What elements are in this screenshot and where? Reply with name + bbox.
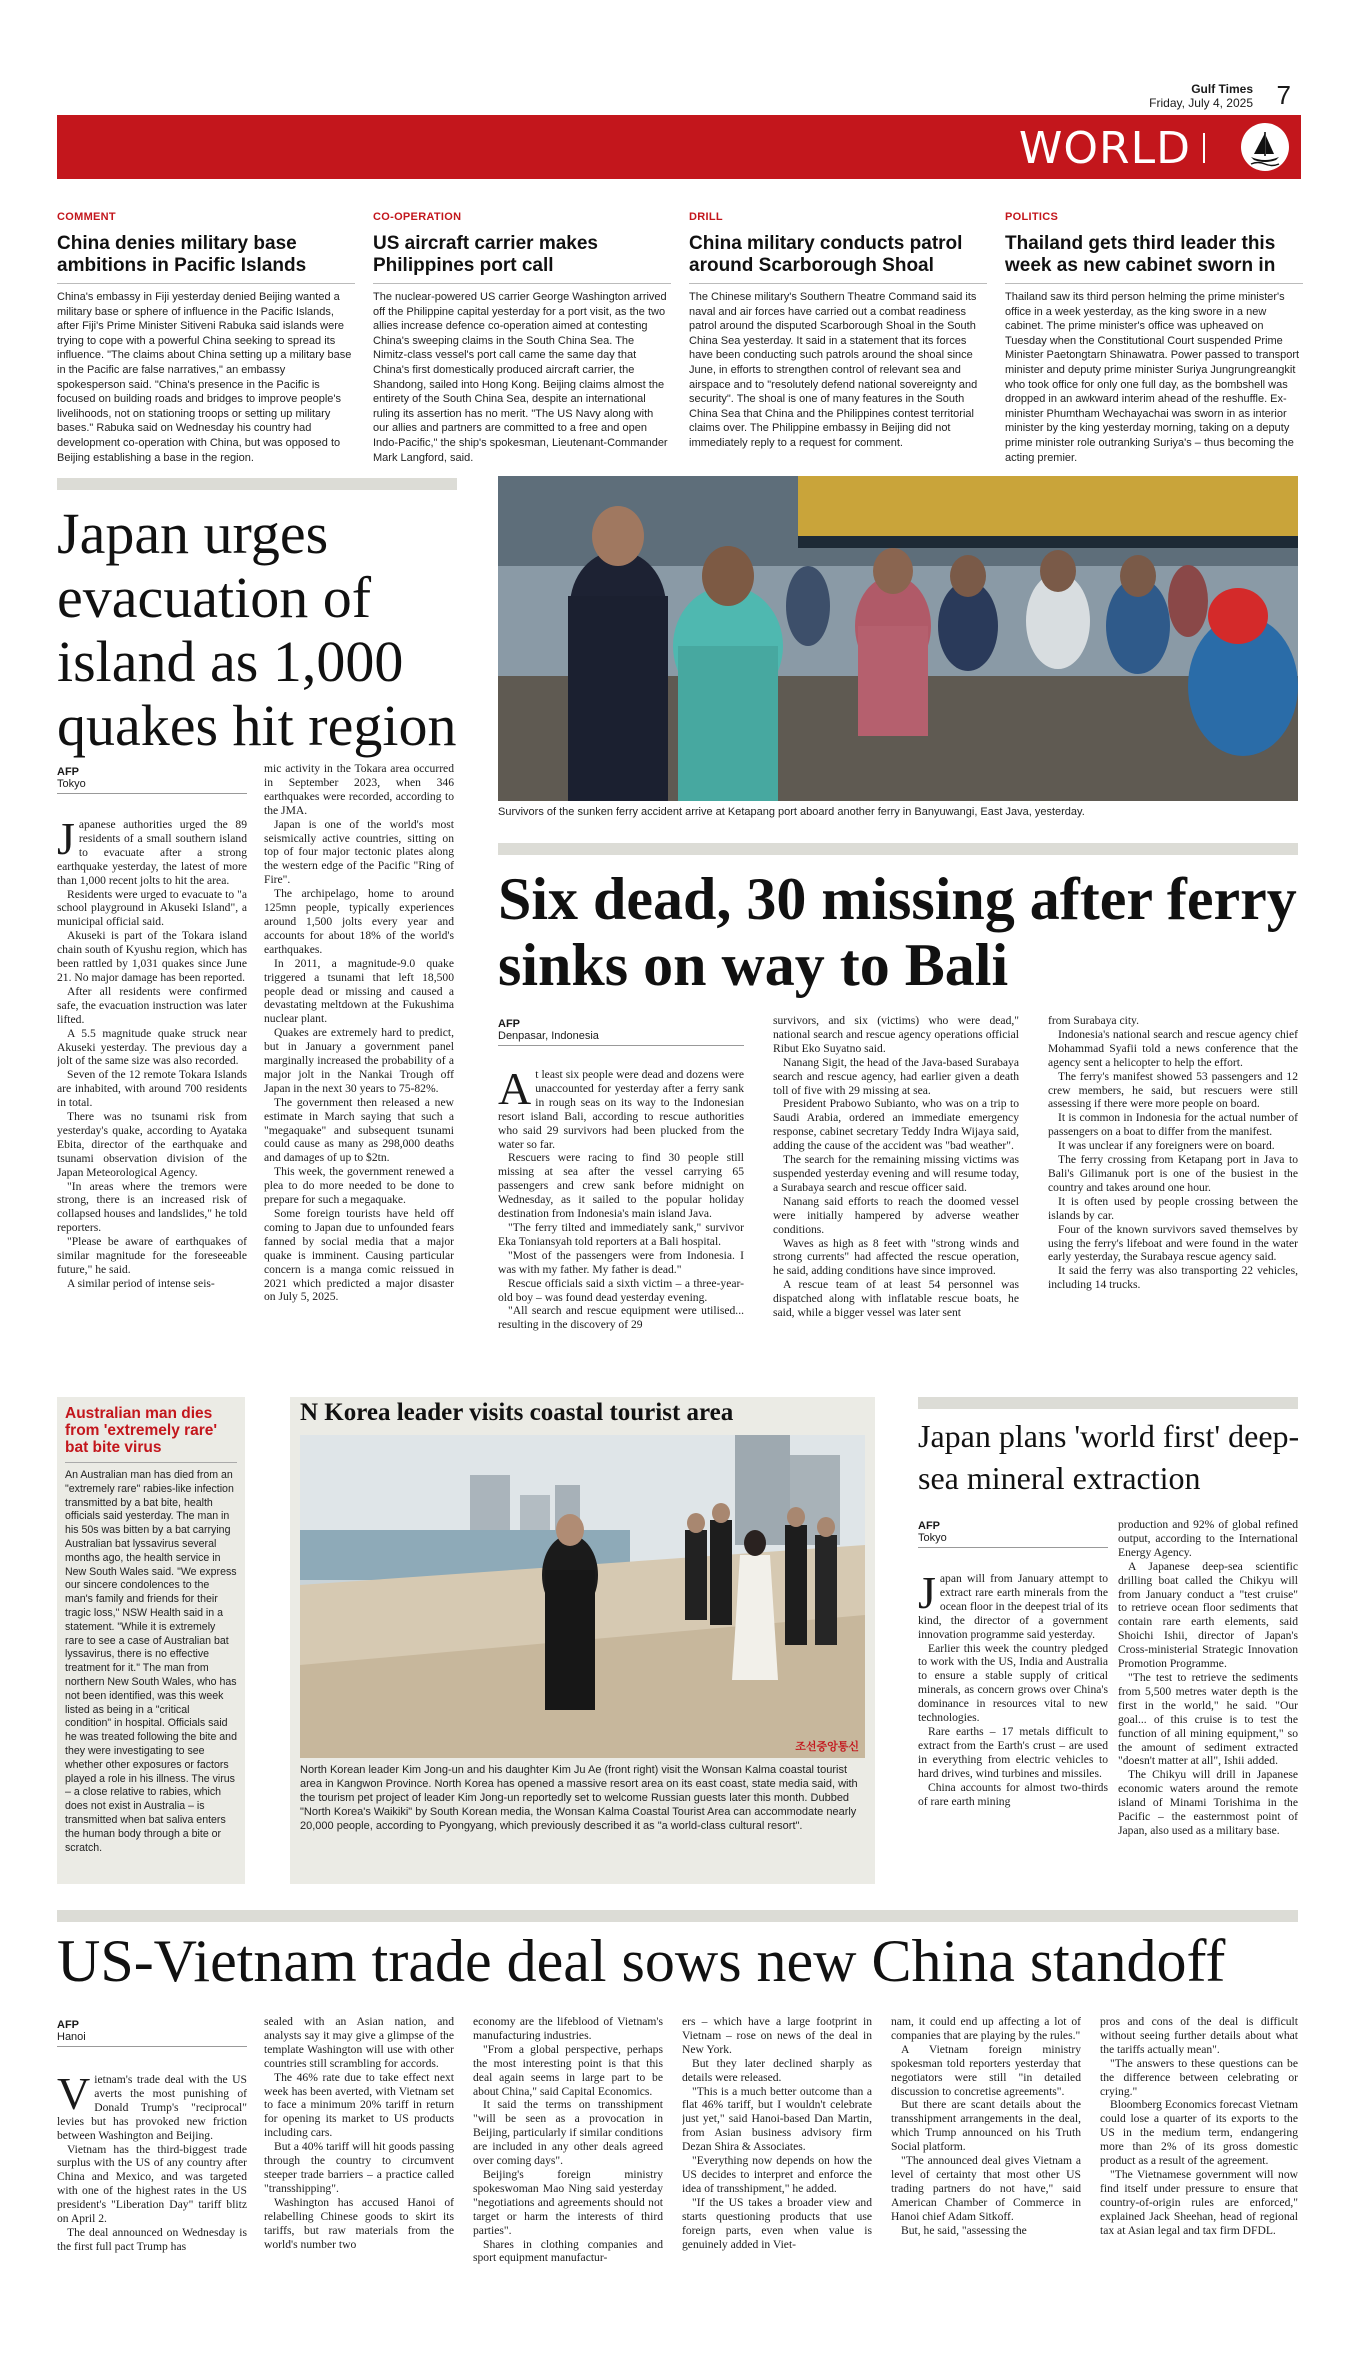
drop-cap: J [57, 818, 75, 864]
paragraph: mic activity in the Tokara area occurred in September 2023, when 346 earthquakes were recorded, according to the JMA. [264, 762, 454, 817]
paragraph: ietnam's trade deal with the US averts the most punishing of Donald Trump's "reciprocal" levies but has provoked new friction between Washington and Beijing. [57, 2073, 247, 2142]
ferry-col-3 [1048, 1014, 1298, 1378]
vietnam-col-6 [1100, 2015, 1298, 2325]
paragraph: apanese authorities urged the 89 residents of a small southern island to evacuate after a strong earthquake yesterday, the latest of more than 1,000 recent jolts to hit the area. [57, 818, 247, 887]
paragraph: A Japanese deep-sea scientific drilling boat called the Chikyu will from January conduct a "test cruise" to retrieve ocean floor sediments that contain rare earth elements, said Shoichi Ishii, director of Japan's Cross-ministerial Strategic Innovation Promotion Programme. [1118, 1559, 1298, 1671]
paragraph: The search for the remaining missing victims was suspended yesterday evening and will resume today, a Surabaya search and rescue officer said. [773, 1153, 1019, 1194]
brief-headline: US aircraft carrier makes Philippines port call [373, 233, 671, 284]
paragraph: But they later declined sharply as details were released. [682, 2056, 872, 2084]
deep-sea-col-1 [918, 1572, 1108, 1902]
north-korea-box [290, 1397, 875, 1884]
paragraph: The ferry's manifest showed 53 passengers and 12 crew members, he said, but rescuers were still assessing if there were more people on board. [1048, 1069, 1298, 1111]
section-title: WORLD [1018, 123, 1191, 174]
paragraph: Earlier this week the country pledged to work with the US, India and Australia to ensure a stable supply of critical minerals, as concern grows over China's dominance in resources vital to new technologies. [918, 1641, 1108, 1725]
deep-sea-headline: Japan plans 'world first' deep-sea mineral extraction [918, 1418, 1300, 1496]
paragraph: ers – which have a large footprint in Vietnam – rose on news of the deal in New York. [682, 2015, 872, 2056]
paragraph: Indonesia's national search and rescue agency chief Mohammad Syafii told a news conference that the agency sent a helicopter to help the effort. [1048, 1027, 1298, 1069]
paragraph: Beijing's foreign ministry spokeswoman Mao Ning said yesterday "negotiations and agreements should not target or harm the interests of third parties". [473, 2167, 663, 2237]
paragraph: "The test to retrieve the sediments from 5,500 metres water depth is the first in the world," he said. "Our goal... of this cruise is to test the function of all mining equipment," so the amount of sediment extracted "doesn't matter at all", Ishii added. [1118, 1670, 1298, 1768]
vietnam-col-5 [891, 2015, 1081, 2325]
paragraph: A rescue team of at least 54 personnel was dispatched along with inflatable rescue boats, he said, while a bigger vessel was later sent [773, 1278, 1019, 1320]
brief-body: Thailand saw its third person helming the prime minister's office in a week yesterday, as the king swore in a new cabinet. The prime minister's office was upheaved on Tuesday when the Constitutional Court suspended Prime Minister Paetongtarn Shinawatra. Power passed to transport minister and deputy prime minister Suriya Jungrungreangkit who took office for only one full day, as the bombshell was dropped in an awkward interim ahead of the reshuffle. Ex-minister Phumtham Wechayachai was sworn in as interior minister by the king yesterday morning, taking on a deputy prime minister role outranking Suriya's – thus becoming the acting premier. [1005, 291, 1300, 464]
paragraph: Bloomberg Economics forecast Vietnam could lose a quarter of its exports to the US in the medium term, endangering more than 2% of its gross domestic product as a result of the agreement. [1100, 2098, 1298, 2168]
paragraph: Rescuers were racing to find 30 people still missing at sea after the vessel carrying 65 passengers and crew sank before midnight on Wednesday, as it sailed to the popular holiday destination from Indonesia's main island Java. [498, 1151, 744, 1221]
paragraph: economy are the lifeblood of Vietnam's manufacturing industries. [473, 2015, 663, 2042]
paragraph: from Surabaya city. [1048, 1014, 1140, 1027]
australia-headline: Australian man dies from 'extremely rare' bat bite virus [65, 1405, 237, 1463]
paragraph: The ferry crossing from Ketapang port in Java to Bali's Gilimanuk port is one of the busiest in the country and takes around one hour. [1048, 1153, 1298, 1194]
paragraph: "This is a much better outcome than a flat 46% tariff, but I wouldn't celebrate just yet," said Hanoi-based Dan Martin, from Asian business advisory firm Dezan Shira & Associates. [682, 2084, 872, 2154]
paragraph: "The answers to these questions can be the difference between celebrating or crying." [1100, 2056, 1298, 2098]
drop-cap: A [498, 1068, 532, 1114]
paragraph: There was no tsunami risk from yesterday's quake, according to Ayataka Ebita, director of the earthquake and tsunami observation division of the Japan Meteorological Agency. [57, 1110, 247, 1179]
paragraph: Some foreign tourists have held off coming to Japan due to unfounded fears fanned by social media that a major quake is imminent. Causing particular concern is a manga comic reissued in 2021 which predicted a major disaster on July 5, 2025. [264, 1207, 454, 1304]
north-korea-caption: North Korean leader Kim Jong-un and his daughter Kim Ju Ae (front right) visit the Wonsan Kalma coastal tourist area in Kangwon Province. North Korea has opened a massive resort area on its east coast, state media said, with the tourism pet project of leader Kim Jong-un reportedly set to welcome Russian guests later this month. Dubbed "North Korea's Waikiki" by South Korean media, the Wonsan Kalma Coastal Tourist Area can accommodate nearly 20,000 people, according to Pyongyang, which previously described it as "a world-class cultural resort". [300, 1764, 858, 1832]
paragraph: "The announced deal gives Vietnam a level of certainty that most other US trading partners do not have," said American Chamber of Commerce in Hanoi chief Adam Sitkoff. [891, 2154, 1081, 2223]
brief-kicker: POLITICS [1005, 211, 1059, 223]
paragraph: But there are scant details about the transshipment arrangements in the deal, which Trump announced on his Truth Social platform. [891, 2098, 1081, 2154]
paragraph: Seven of the 12 remote Tokara Islands are inhabited, with around 700 residents in total. [57, 1068, 247, 1110]
australia-brief-box [57, 1397, 245, 1884]
paragraph: A similar period of intense seis- [67, 1276, 215, 1290]
brief-headline: China military conducts patrol around Scarborough Shoal [689, 233, 987, 284]
paragraph: "The Vietnamese government will now find itself under pressure to ensure that country-of-origin rules are enforced," explained Jack Sheehan, head of regional tax at Asian legal and tax firm DFDL. [1100, 2167, 1298, 2237]
paragraph: Japan is one of the world's most seismically active countries, sitting on top of four major tectonic plates along the western edge of the Pacific "Ring of Fire". [264, 817, 454, 887]
paragraph: apan will from January attempt to extract rare earth minerals from the ocean floor in the deepest trial of its kind, the director of a government innovation programme said yesterday. [918, 1572, 1108, 1641]
byline-source: AFP [57, 2019, 79, 2031]
paragraph: Washington has accused Hanoi of relabelling Chinese goods to skirt its tariffs, but raw materials from the world's number two [264, 2195, 454, 2251]
ferry-col-2 [773, 1014, 1019, 1378]
paragraph: "The ferry tilted and immediately sank," survivor Eka Toniansyah told reporters at a Bali hospital. [498, 1220, 744, 1248]
paragraph: It is common in Indonesia for the actual number of passengers on a boat to differ from the manifest. [1048, 1111, 1298, 1139]
section-rule [57, 478, 457, 490]
section-rule [498, 843, 1298, 855]
paragraph: Nanang Sigit, the head of the Java-based Surabaya search and rescue agency, had earlier given a death toll of five with 29 missing at sea. [773, 1055, 1019, 1097]
paragraph: China accounts for almost two-thirds of rare earth mining [918, 1780, 1108, 1808]
brief-headline: Thailand gets third leader this week as new cabinet sworn in [1005, 233, 1303, 284]
paragraph: A 5.5 magnitude quake struck near Akuseki yesterday. The previous day a jolt of the same size was also recorded. [57, 1026, 247, 1068]
paragraph: Waves as high as 8 feet with "strong winds and strong currents" had affected the rescue operation, he said, adding conditions have since improved. [773, 1236, 1019, 1278]
brief-body: The Chinese military's Southern Theatre Command said its naval and air forces have carried out a combat readiness patrol around the disputed Scarborough Shoal in the South China Sea yesterday. It said in a statement that its forces have been conducting such patrols around the shoal since June, in efforts to strengthen control of relevant sea and airspace and to "resolutely defend national sovereignty and security". The shoal is one of many features in the South China Sea that China and the Philippines contest territorial claims over. The Philippine embassy in Beijing did not immediately reply to a request for comment. [689, 291, 978, 449]
brief-kicker: DRILL [689, 211, 723, 223]
paragraph: The Chikyu will drill in Japanese economic waters around the remote island of Minami Torishima in the Pacific – the easternmost point of Japan, also used as a military base. [1118, 1768, 1298, 1837]
paragraph: It was unclear if any foreigners were on board. [1058, 1139, 1275, 1153]
paragraph: It said the ferry was also transporting 22 vehicles, including 14 trucks. [1048, 1264, 1298, 1292]
brief-china-base [57, 211, 355, 465]
japan-quake-headline: Japan urges evacuation of island as 1,000 quakes hit region [57, 501, 457, 758]
deep-sea-byline [918, 1520, 1108, 1548]
page-number: 7 [1276, 80, 1291, 110]
ferry-byline [498, 1018, 744, 1046]
paragraph: Nanang said efforts to reach the doomed vessel were initially hampered by adverse weather conditions. [773, 1194, 1019, 1236]
paragraph: The deal announced on Wednesday is the first full pact Trump has [57, 2225, 247, 2253]
paragraph: Akuseki is part of the Tokara island chain south of Kyushu region, which has been rattled by 1,031 quakes since June 21. No major damage has been reported. [57, 929, 247, 984]
paragraph: Rescue officials said a sixth victim – a three-year-old boy – was found dead yesterday evening. [498, 1276, 744, 1304]
paragraph: It is often used by people crossing between the islands by car. [1048, 1194, 1298, 1222]
paragraph: pros and cons of the deal is difficult without seeing further details about what the tariffs actually mean". [1100, 2015, 1298, 2056]
ferry-survivors-photo [498, 476, 1298, 801]
paragraph: t least six people were dead and dozens were unaccounted for yesterday after a ferry sank in rough seas on its way to the Indonesian resort island Bali, according to rescue authorities who said 29 survivors had been plucked from the water so far. [498, 1068, 744, 1151]
byline-location: Denpasar, Indonesia [498, 1030, 599, 1042]
brief-body: The nuclear-powered US carrier George Washington arrived off the Philippine capital yesterday for a port visit, as the two allies increase defence co-operation aimed at contesting China's sweeping claims in the South China Sea. The Nimitz-class vessel's port call came the same day that China's first domestically produced aircraft carrier, the Shandong, sailed into Hong Kong. Beijing claims almost the entirety of the South China Sea, despite an international ruling its assertion has no merit. "The US Navy along with our allies and partners are committed to a free and open Indo-Pacific," the ship's spokesman, Lieutenant-Commander Mark Langford, said. [373, 291, 668, 464]
kcna-watermark: 조선중앙통신 [795, 1741, 859, 1753]
paragraph: "If the US takes a broader view and starts questioning products that use foreign parts, even when value is genuinely added in Viet- [682, 2195, 872, 2251]
paragraph: But a 40% tariff will hit goods passing through the country to circumvent steeper trade barriers – a practice called "transshipping". [264, 2140, 454, 2195]
section-rule [57, 1910, 1298, 1922]
paragraph: "Everything now depends on how the US decides to interpret and enforce the idea of transshipment," he added. [682, 2154, 872, 2195]
byline-source: AFP [918, 1520, 940, 1532]
paragraph: A Vietnam foreign ministry spokesman told reporters yesterday that negotiators were still "in detailed discussion to concretise agreements". [891, 2042, 1081, 2098]
australia-body: An Australian man has died from an "extremely rare" rabies-like infection transmitted by a bat bite, health officials said yesterday. The man in his 50s was bitten by a bat carrying Australian bat lyssavirus several months ago, the health service in New South Wales said. "We express our sincere condolences to the man's family and friends for their tragic loss," NSW Health said in a statement. "While it is extremely rare to see a case of Australian bat lyssavirus, there is no effective treatment for it." The man from northern New South Wales, who has not been identified, was this week listed as being in a "critical condition" in hospital. Officials said he was treated following the bite and they were investigating to see whether other exposures or factors played a role in his illness. The virus – a close relative to rabies, which does not exist in Australia – is transmitted when bat saliva enters the human body through a bite or scratch. [65, 1469, 237, 1854]
vietnam-col-3 [473, 2015, 663, 2325]
paragraph: Four of the known survivors saved themselves by using the ferry's lifeboat and were found in the water early yesterday, the Surabaya rescue agency said. [1048, 1222, 1298, 1264]
paragraph: nam, it could end up affecting a lot of companies that are playing by the rules." [891, 2015, 1081, 2042]
paragraph: Quakes are extremely hard to predict, but in January a government panel marginally increased the probability of a major jolt in the Nankai Trough off Japan in the next 30 years to 75-82%. [264, 1026, 454, 1095]
vietnam-col-4 [682, 2015, 872, 2325]
ferry-photo-caption: Survivors of the sunken ferry accident arrive at Ketapang port aboard another ferry in Banyuwangi, East Java, yesterday. [498, 806, 1085, 818]
drop-cap: V [57, 2073, 91, 2119]
japan-quake-col-2 [264, 762, 454, 1377]
byline-location: Hanoi [57, 2031, 86, 2043]
paragraph: It said the terms on transshipment "will be seen as a provocation in Beijing, particularly if similar conditions are included in any other deals agreed over coming days". [473, 2098, 663, 2168]
paragraph: In 2011, a magnitude-9.0 quake triggered a tsunami that left 18,500 people dead or missing and caused a devastating meltdown at the Fukushima nuclear plant. [264, 956, 454, 1026]
paragraph: The government then released a new estimate in March saying that such a "megaquake" and subsequent tsunami could cause as many as 298,000 deaths and damages of up to $2tn. [264, 1095, 454, 1165]
vietnam-byline [57, 2019, 247, 2047]
brief-scarborough [689, 211, 987, 451]
byline-source: AFP [498, 1018, 520, 1030]
brief-thailand [1005, 211, 1303, 465]
vietnam-col-2 [264, 2015, 454, 2325]
paragraph: The archipelago, home to around 125mn people, typically experiences around 1,500 jolts every year and accounts for about 18% of the world's earthquakes. [264, 887, 454, 956]
brief-headline: China denies military base ambitions in Pacific Islands [57, 233, 355, 284]
paragraph: sealed with an Asian nation, and analysts say it may give a glimpse of the template Washington will use with other countries still scrambling for accords. [264, 2015, 454, 2070]
vietnam-headline: US-Vietnam trade deal sows new China standoff [57, 1928, 1226, 1994]
paragraph: survivors, and six (victims) who were dead," national search and rescue agency operations official Ribut Eko Suyatno said. [773, 1014, 1019, 1055]
section-divider [1203, 133, 1205, 163]
kim-visit-photo [300, 1435, 865, 1758]
ferry-col-1 [498, 1068, 744, 1378]
byline-location: Tokyo [57, 778, 86, 790]
section-rule [918, 1397, 1298, 1409]
brief-us-carrier [373, 211, 671, 465]
publication-name: Gulf Times [1191, 82, 1253, 96]
japan-quake-byline [57, 766, 247, 794]
paragraph: The 46% rate due to take effect next week has been averted, with Vietnam set to face a minimum 20% tariff in return for opening its market to US products including cars. [264, 2070, 454, 2140]
brief-body: China's embassy in Fiji yesterday denied Beijing wanted a military base or sphere of influence in the Pacific Islands, after Fiji's Prime Minister Sitiveni Rabuka said islands were trying to cope with a powerful China seeking to spread its influence. "The claims about China setting up a military base in the Pacific are false narratives," an embassy spokesperson said. "China's presence in the Pacific is focused on building roads and bridges to improve people's livelihoods, not on stationing troops or setting up military bases." Rabuka said on Wednesday his country had development co-operation with China, but was opposed to Beijing establishing a base in the region. [57, 291, 352, 464]
paragraph: Rare earths – 17 metals difficult to extract from the Earth's crust – are used in everything from electric vehicles to hard drives, wind turbines and missiles. [918, 1724, 1108, 1780]
paragraph: "In areas where the tremors were strong, there is an increased risk of collapsed houses and landslides," he told reporters. [57, 1179, 247, 1235]
paragraph: Residents were urged to evacuate to "a school playground in Akuseki Island", a municipal official said. [57, 887, 247, 929]
brief-kicker: COMMENT [57, 211, 116, 223]
japan-quake-col-1 [57, 818, 247, 1378]
section-banner [57, 115, 1301, 179]
paragraph: "Most of the passengers were from Indonesia. I was with my father. My father is dead." [498, 1248, 744, 1276]
paragraph: After all residents were confirmed safe, the evacuation instruction was later lifted. [57, 984, 247, 1026]
byline-location: Tokyo [918, 1532, 947, 1544]
paragraph: President Prabowo Subianto, who was on a trip to Saudi Arabia, ordered an immediate emergency response, cabinet secretary Teddy Indra Wijaya said, adding the cause of the accident was "bad weather". [773, 1097, 1019, 1153]
paragraph: Vietnam has the third-biggest trade surplus with the US of any country after China and Mexico, and was targeted with one of the highest rates in the US president's "Liberation Day" tariff blitz on April 2. [57, 2142, 247, 2226]
north-korea-headline: N Korea leader visits coastal tourist area [300, 1399, 734, 1426]
drop-cap: J [918, 1572, 936, 1618]
paragraph: "From a global perspective, perhaps the most interesting point is that this deal again seems in large part to be about China," said Capital Economics. [473, 2042, 663, 2098]
brief-kicker: CO-OPERATION [373, 211, 462, 223]
paragraph: "All search and rescue equipment were utilised... resulting in the discovery of 29 [498, 1304, 744, 1332]
byline-source: AFP [57, 766, 79, 778]
paragraph: But, he said, "assessing the [901, 2223, 1027, 2237]
vietnam-col-1 [57, 2073, 247, 2325]
ferry-headline: Six dead, 30 missing after ferry sinks on way to Bali [498, 866, 1297, 998]
paragraph: Shares in clothing companies and sport equipment manufactur- [473, 2237, 663, 2265]
paragraph: production and 92% of global refined output, according to the International Energy Agency. [1118, 1518, 1298, 1559]
paragraph: "Please be aware of earthquakes of similar magnitude for the foreseeable future," he said. [57, 1235, 247, 1276]
issue-date: Friday, July 4, 2025 [1149, 96, 1253, 110]
paragraph: This week, the government renewed a plea to do more needed to be done to prepare for such a megaquake. [264, 1165, 454, 1207]
sailing-dhow-icon [1241, 123, 1289, 171]
deep-sea-col-2 [1118, 1518, 1298, 1902]
